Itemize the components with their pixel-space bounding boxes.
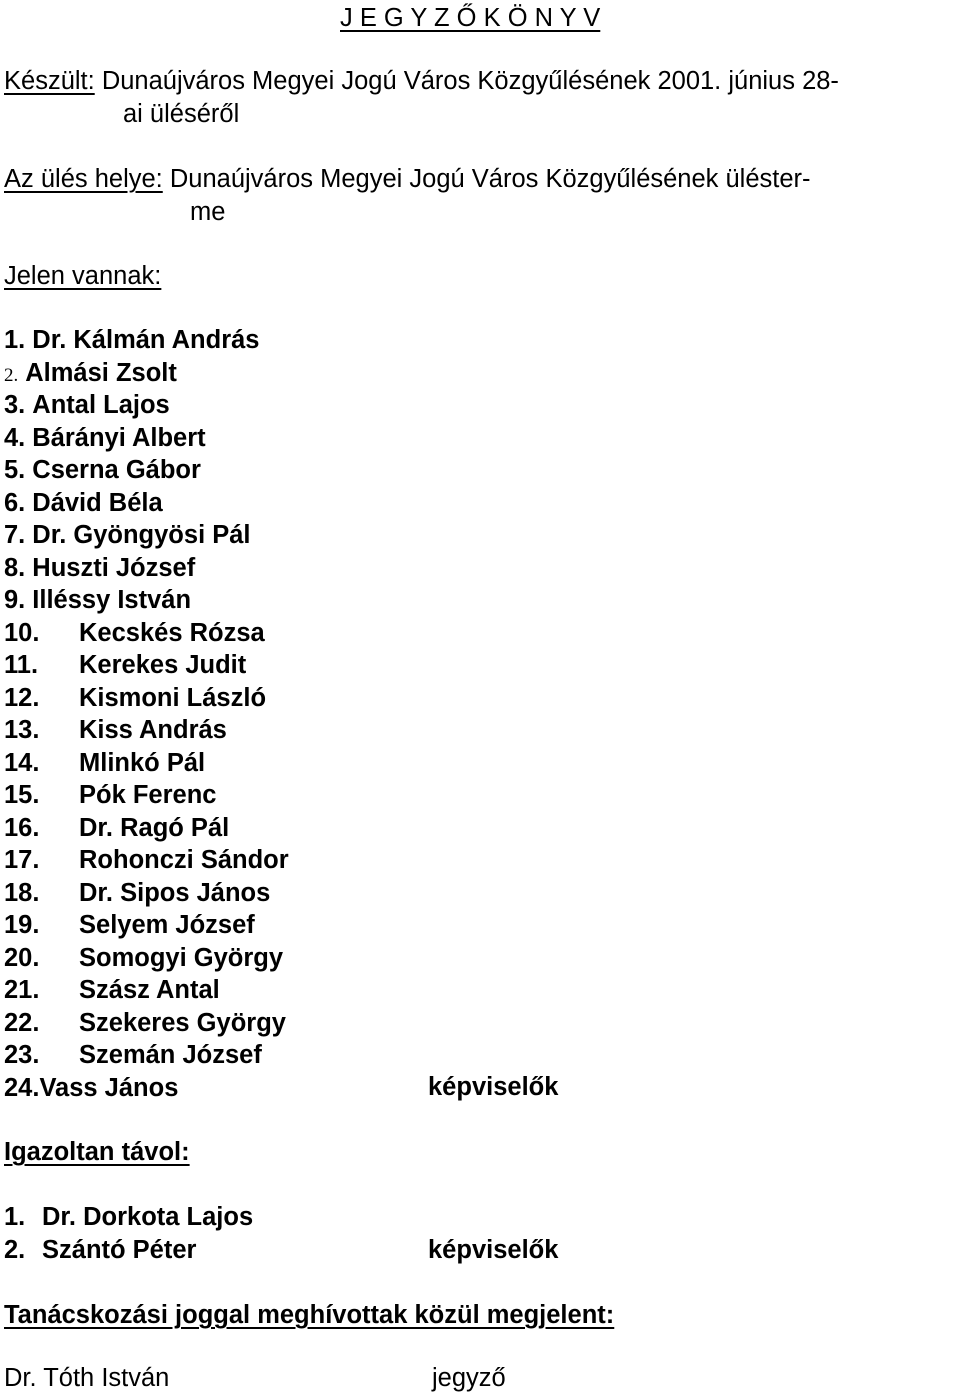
jelen-item	[4, 422, 206, 454]
jelen-item	[4, 974, 220, 1006]
tanacskozasi-person-role: jegyző	[432, 1364, 506, 1392]
jelen-item	[4, 942, 284, 974]
jelen-item	[4, 584, 191, 616]
jelen-item-name: Dr. Sipos János	[79, 879, 271, 907]
jelen-item	[4, 747, 206, 779]
jelen-item-number: 17.	[4, 846, 40, 874]
keszult-text-1: Dunaújváros Megyei Jogú Város Közgyűlésének 2001. június 28-	[101, 67, 839, 95]
jelen-item	[4, 324, 260, 356]
jelen-item-name: Somogyi György	[79, 944, 284, 972]
jelen-item-name: Szász Antal	[79, 976, 220, 1004]
tavol-role: képviselők	[428, 1236, 559, 1264]
jelen-item	[4, 357, 177, 389]
jelen-item-name: Pók Ferenc	[79, 781, 217, 809]
tanacskozasi-person-name: Dr. Tóth István	[4, 1364, 170, 1392]
jelen-item-name: Kerekes Judit	[79, 651, 247, 679]
jelen-item-number: 12.	[4, 684, 40, 712]
tavol-item	[4, 1234, 197, 1266]
jelen-item-number: 19.	[4, 911, 40, 939]
jelen-item-number: 14.	[4, 749, 40, 777]
keszult-label: Készült:	[4, 67, 95, 95]
tavol-item-number: 2.	[4, 1236, 26, 1264]
tavol-item-number: 1.	[4, 1203, 26, 1231]
jelen-item-number: 6.	[4, 489, 26, 517]
ules-helye-text-2: me	[190, 198, 226, 226]
ules-helye-text-1: Dunaújváros Megyei Jogú Város Közgyűlésének üléster-	[169, 165, 811, 193]
jelen-item-number: 13.	[4, 716, 40, 744]
jelen-item	[4, 1039, 262, 1071]
jelen-item-name: Dr. Ragó Pál	[79, 814, 230, 842]
keszult-text-2: ai üléséről	[123, 100, 240, 128]
jelen-item-number: 11.	[4, 651, 39, 679]
jelen-heading: Jelen vannak:	[4, 262, 162, 290]
jelen-item	[4, 519, 251, 551]
jelen-item	[4, 1007, 286, 1039]
tavol-item	[4, 1201, 254, 1233]
jelen-item-name: Huszti József	[32, 554, 196, 582]
jelen-item	[4, 487, 163, 519]
jelen-item-name: Bárányi Albert	[32, 424, 206, 452]
jelen-item-number: 9.	[4, 586, 26, 614]
jelen-item-name: Vass János	[39, 1074, 179, 1102]
ules-helye-line-1	[4, 163, 811, 195]
jelen-item-name: Szemán József	[79, 1041, 262, 1069]
jelen-item-number: 8.	[4, 554, 26, 582]
jelen-item-number: 20.	[4, 944, 40, 972]
ules-helye-label: Az ülés helye:	[4, 165, 163, 193]
jelen-item	[4, 552, 195, 584]
jelen-item-name: Kecskés Rózsa	[79, 619, 265, 647]
jelen-item	[4, 617, 265, 649]
tanacskozasi-heading: Tanácskozási joggal meghívottak közül megjelent:	[4, 1301, 615, 1329]
jelen-item	[4, 649, 247, 681]
jelen-item-name: Kismoni László	[79, 684, 267, 712]
jelen-item-name: Mlinkó Pál	[79, 749, 206, 777]
jelen-item-number: 24.	[4, 1074, 40, 1102]
jelen-item	[4, 1072, 178, 1104]
jelen-item	[4, 844, 289, 876]
jelen-item-number: 21.	[4, 976, 40, 1004]
jelen-item	[4, 389, 170, 421]
jelen-item-number: 15.	[4, 781, 40, 809]
tavol-item-name: Szántó Péter	[42, 1236, 197, 1264]
jelen-item-number: 4.	[4, 424, 26, 452]
jelen-item-number: 16.	[4, 814, 40, 842]
jelen-item	[4, 714, 227, 746]
jelen-item-name: Dávid Béla	[32, 489, 163, 517]
document-title: J E G Y Z Ő K Ö N Y V	[340, 4, 601, 32]
jelen-item-name: Szekeres György	[79, 1009, 286, 1037]
jelen-item-number: 5.	[4, 456, 26, 484]
jelen-item-name: Dr. Kálmán András	[32, 326, 260, 354]
jelen-item-name: Illéssy István	[32, 586, 192, 614]
jelen-item	[4, 454, 201, 486]
jelen-item-name: Selyem József	[79, 911, 255, 939]
keszult-line-1	[4, 65, 839, 97]
jelen-item-number: 2.	[4, 365, 19, 386]
jelen-item-number: 22.	[4, 1009, 40, 1037]
jelen-item-number: 7.	[4, 521, 26, 549]
jelen-item-number: 23.	[4, 1041, 40, 1069]
jelen-item-name: Dr. Gyöngyösi Pál	[32, 521, 251, 549]
jelen-item-name: Kiss András	[79, 716, 227, 744]
jelen-item-name: Cserna Gábor	[32, 456, 201, 484]
jelen-item-name: Antal Lajos	[32, 391, 170, 419]
jelen-item-number: 10.	[4, 619, 40, 647]
tavol-heading: Igazoltan távol:	[4, 1138, 190, 1166]
jelen-item-number: 1.	[4, 326, 26, 354]
jelen-item-name: Almási Zsolt	[25, 359, 177, 387]
jelen-item	[4, 877, 271, 909]
jelen-role: képviselők	[428, 1073, 559, 1101]
jelen-item	[4, 812, 230, 844]
tavol-item-name: Dr. Dorkota Lajos	[42, 1203, 254, 1231]
jelen-item-number: 3.	[4, 391, 26, 419]
jelen-item	[4, 779, 217, 811]
jelen-item-number: 18.	[4, 879, 40, 907]
jelen-item-name: Rohonczi Sándor	[79, 846, 289, 874]
jelen-item	[4, 909, 255, 941]
jelen-item	[4, 682, 267, 714]
